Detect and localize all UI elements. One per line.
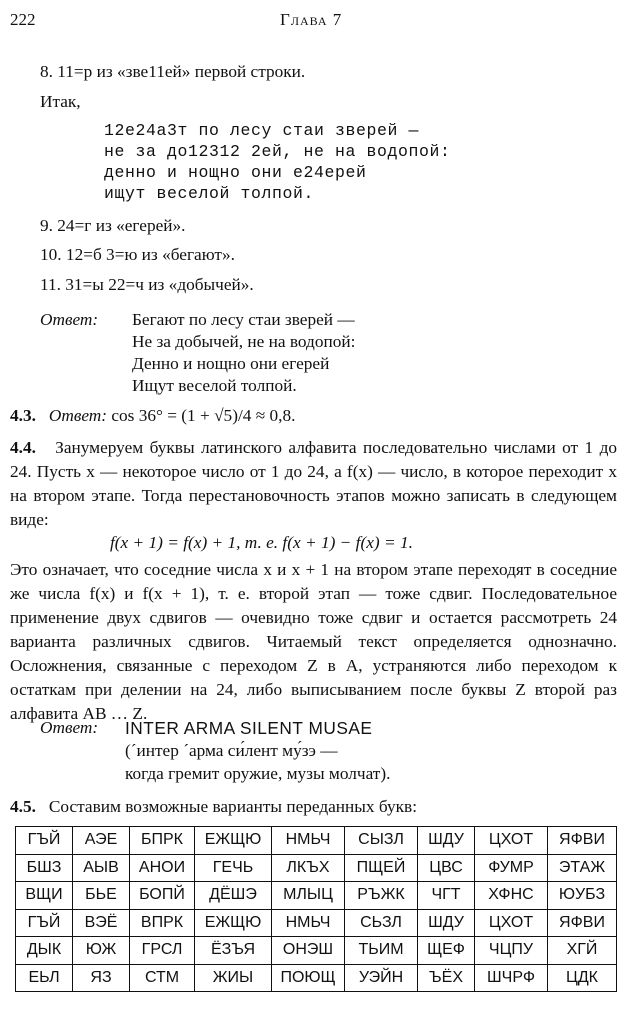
table-cell: БШЗ [16,854,73,882]
answer-label: Ответ: [48,406,108,425]
table-cell: ЕЖЩЮ [195,827,272,855]
table-cell: СТМ [130,964,195,992]
table-cell: ЮЖ [73,937,130,965]
section-text: Составим возможные варианты переданных букв: [48,797,418,816]
itak-text: Итак, [40,92,81,111]
table-cell: АЫВ [73,854,130,882]
item-10: 10. 12=б 3=ю из «бегают». [40,245,235,264]
answer-translation: когда гремит оружие, музы молчат). [125,764,391,783]
table-cell: ЯФВИ [548,909,617,937]
table-cell: ЧЦПУ [475,937,548,965]
table-cell: ДЁШЭ [195,882,272,910]
section-number: 4.5. [10,797,36,816]
table-cell: БЬЕ [73,882,130,910]
encrypted-poem-line: не за до12312 2ей, не на водопой: [104,142,451,161]
table-cell: ЭТАЖ [548,854,617,882]
encrypted-poem-line: денно и нощно они е24ерей [104,163,367,182]
paragraph-text: Занумеруем буквы латинского алфавита последовательно числами от 1 до 24. Пусть x — некоторое число от 1 до 24, а f(x) — число, в которое переходит x на втором этапе. Тогда перестановочность этапов можно записать в следующем виде: [10,438,618,529]
table-cell: РЪЖК [345,882,418,910]
table-cell: ЕЬЛ [16,964,73,992]
formula-cos36: cos 36° = (1 + √5)/4 ≈ 0,8. [111,406,296,425]
answer-poem-line: Ищут веселой толпой. [132,376,297,395]
answer-label: Ответ: [40,310,99,329]
table-cell: ЧГТ [418,882,475,910]
encrypted-poem-line: 12е24а3т по лесу стаи зверей — [104,121,420,140]
table-cell: ШДУ [418,827,475,855]
table-row [16,827,617,855]
table-cell: ЪЁХ [418,964,475,992]
answer-transcription: (´интер ´арма си́лент му́зэ — [125,741,338,760]
table-cell: СЫЗЛ [345,827,418,855]
table-cell: БПРК [130,827,195,855]
table-cell: ЛКЪХ [272,854,345,882]
table-cell: ЖИЫ [195,964,272,992]
section-4-4-para1 [10,436,617,532]
table-cell: ЯФВИ [548,827,617,855]
table-cell: ГЪЙ [16,827,73,855]
table-cell: ЁЗЪЯ [195,937,272,965]
table-cell: НМЬЧ [272,909,345,937]
table-cell: ОНЭШ [272,937,345,965]
table-cell: ФУМР [475,854,548,882]
table-cell: ЦХОТ [475,909,548,937]
letter-variants-table [15,826,617,992]
table-cell: ЩЕФ [418,937,475,965]
table-cell: ГЕЧЬ [195,854,272,882]
table-cell: ЦДК [548,964,617,992]
page-number: 222 [10,10,36,29]
table-cell: УЭЙН [345,964,418,992]
table-cell: ВЩИ [16,882,73,910]
answer-poem-line: Бегают по лесу стаи зверей — [132,310,355,329]
item-9: 9. 24=г из «егерей». [40,216,186,235]
table-cell: ТЬИМ [345,937,418,965]
item-8: 8. 11=р из «зве11ей» первой строки. [40,62,306,81]
table-cell: ПОЮЩ [272,964,345,992]
table-cell: ХГЙ [548,937,617,965]
table-row [16,854,617,882]
table-cell: ЦХОТ [475,827,548,855]
table-cell: ШДУ [418,909,475,937]
table-row [16,882,617,910]
answer-latin: INTER ARMA SILENT MUSAE [125,718,373,738]
table-cell: БОПЙ [130,882,195,910]
section-number: 4.3. [10,406,36,425]
answer-label: Ответ: [40,718,99,737]
table-cell: НМЬЧ [272,827,345,855]
answer-poem-line: Не за добычей, не на водопой: [132,332,356,351]
table-cell: ЮУБЗ [548,882,617,910]
table-cell: АНОИ [130,854,195,882]
table-row [16,937,617,965]
table-cell: ГЪЙ [16,909,73,937]
encrypted-poem-line: ищут веселой толпой. [104,184,315,203]
table-row [16,964,617,992]
table-cell: ШЧРФ [475,964,548,992]
section-4-4-para2: Это означает, что соседние числа x и x + 1 на втором этапе переходят в соседние же числа f(x) и f(x + 1), т. е. второй этап — тоже сдвиг. Последовательное применение двух сдвигов — очевидно тоже сдвиг и остается рассмотреть 24 варианта различных сдвигов. Читаемый текст определяется однозначно. Осложнения, связанные с переходом Z в A, устраняются либо переходом к остаткам при делении на 24, либо выписыванием после буквы Z второй раз алфавита AB … Z. [10,560,617,723]
answer-poem-line: Денно и нощно они егерей [132,354,330,373]
table-cell: ПЩЕЙ [345,854,418,882]
section-number: 4.4. [10,438,36,457]
table-cell: ДЫК [16,937,73,965]
table-cell: МЛЫЦ [272,882,345,910]
table-cell: ВЭЁ [73,909,130,937]
table-row [16,909,617,937]
table-cell: ЯЗ [73,964,130,992]
running-title: Глава 7 [280,10,343,29]
table-cell: ЦВС [418,854,475,882]
table-cell: ВПРК [130,909,195,937]
section-4-5 [10,797,417,817]
table-cell: ГРСЛ [130,937,195,965]
table-cell: ЕЖЩЮ [195,909,272,937]
table-cell: АЭЕ [73,827,130,855]
item-11: 11. 31=ы 22=ч из «добычей». [40,275,254,294]
table-cell: ХФНС [475,882,548,910]
table-cell: СЬЗЛ [345,909,418,937]
section-4-3 [10,406,295,426]
formula-shift: f(x + 1) = f(x) + 1, т. е. f(x + 1) − f(x) = 1. [110,533,413,552]
